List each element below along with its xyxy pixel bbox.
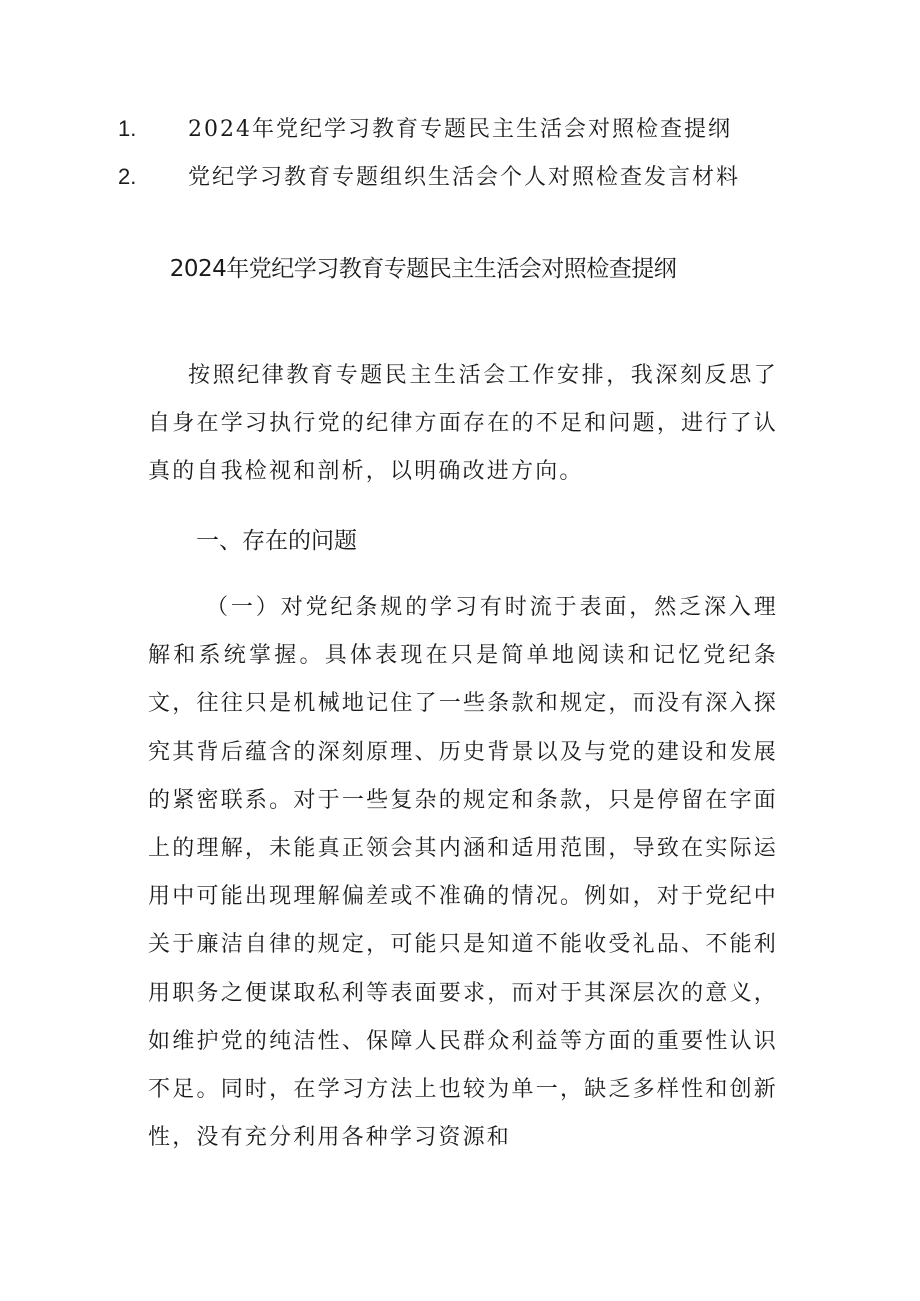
table-of-contents bbox=[118, 112, 818, 208]
toc-item-number: 2. bbox=[118, 164, 137, 189]
intro-paragraph: 按照纪律教育专题民主生活会工作安排，我深刻反思了自身在学习执行党的纪律方面存在的不足和问题，进行了认真的自我检视和剖析，以明确改进方向。 bbox=[148, 363, 778, 484]
document-title: 2024年党纪学习教育专题民主生活会对照检查提纲 bbox=[169, 256, 677, 282]
section-heading: 一、存在的问题 bbox=[196, 528, 357, 554]
toc-item-text: 2024年党纪学习教育专题民主生活会对照检查提纲 bbox=[188, 117, 732, 142]
toc-item-1[interactable] bbox=[118, 112, 818, 160]
toc-item-number: 1. bbox=[118, 116, 137, 141]
toc-item-2[interactable] bbox=[118, 160, 818, 208]
section-paragraph: （一）对党纪条规的学习有时流于表面，然乏深入理解和系统掌握。具体表现在只是简单地阅读和记忆党纪条文，往往只是机械地记住了一些条款和规定，而没有深入探究其背后蕴含的深刻原理、历史背景以及与党的建设和发展的紧密联系。对于一些复杂的规定和条款，只是停留在字面上的理解，未能真正领会其内涵和适用范围，导致在实际运用中可能出现理解偏差或不准确的情况。例如，对于党纪中关于廉洁自律的规定，可能只是知道不能收受礼品、不能利用职务之便谋取私利等表面要求，而对于其深层次的意义，如维护党的纯洁性、保障人民群众利益等方面的重要性认识不足。同时，在学习方法上也较为单一，缺乏多样性和创新性，没有充分利用各种学习资源和 bbox=[148, 595, 778, 1151]
toc-item-text: 党纪学习教育专题组织生活会个人对照检查发言材料 bbox=[188, 165, 741, 190]
